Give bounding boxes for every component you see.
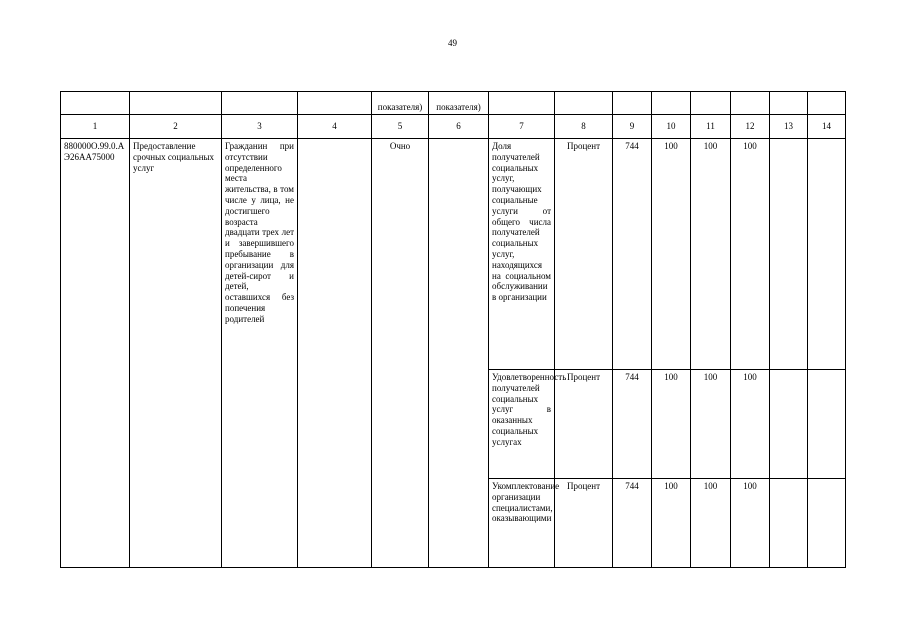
indicator-value: 100 xyxy=(652,479,691,568)
header-col5: показателя) xyxy=(372,92,429,115)
column-number: 11 xyxy=(691,115,731,139)
indicator-unit: Процент xyxy=(555,139,613,370)
indicator-name: Удовлетворенность получателей социальных услуг в оказанных социальных услугах xyxy=(489,370,555,479)
page-number: 49 xyxy=(448,38,457,48)
indicator-value xyxy=(808,479,846,568)
indicator-value: 100 xyxy=(652,139,691,370)
column-number: 13 xyxy=(770,115,808,139)
column-number: 7 xyxy=(489,115,555,139)
indicator-value: 100 xyxy=(691,479,731,568)
recipient-category: Гражданин при отсутствии определенного места жительства, в том числе у лица, не достигшего возраста двадцати трех лет и завершившего пребывание в организации для детей-сирот и детей, оставшихся без попечения родителей xyxy=(222,139,298,568)
indicator-value: 100 xyxy=(652,370,691,479)
table-row xyxy=(61,139,846,370)
column-number: 14 xyxy=(808,115,846,139)
indicator-value xyxy=(770,139,808,370)
indicator-value: 100 xyxy=(731,479,770,568)
column-number: 2 xyxy=(130,115,222,139)
indicator-okei: 744 xyxy=(613,479,652,568)
column-number: 6 xyxy=(429,115,489,139)
indicator-value: 100 xyxy=(731,139,770,370)
indicator-unit: Процент xyxy=(555,370,613,479)
header-continuation-row xyxy=(61,92,846,115)
column-number: 8 xyxy=(555,115,613,139)
column-number: 12 xyxy=(731,115,770,139)
service-form: Очно xyxy=(372,139,429,568)
services-quality-table xyxy=(60,91,846,568)
indicator-okei: 744 xyxy=(613,370,652,479)
service-name: Предоставление срочных социальных услуг xyxy=(130,139,222,568)
indicator-value xyxy=(808,370,846,479)
column-number: 1 xyxy=(61,115,130,139)
indicator-value xyxy=(770,479,808,568)
column-number: 9 xyxy=(613,115,652,139)
service-code: 880000О.99.0.АЭ26АА75000 xyxy=(61,139,130,568)
indicator-name: Доля получателей социальных услуг, получающих социальные услуги от общего числа получателей социальных услуг, находящихся на социальном обслуживании в организации xyxy=(489,139,555,370)
indicator-value xyxy=(770,370,808,479)
indicator-value: 100 xyxy=(691,139,731,370)
indicator-value xyxy=(808,139,846,370)
column-number: 4 xyxy=(298,115,372,139)
column-number: 10 xyxy=(652,115,691,139)
indicator-value: 100 xyxy=(691,370,731,479)
column-number: 3 xyxy=(222,115,298,139)
header-col6: показателя) xyxy=(429,92,489,115)
indicator-name: Укомплектование организации специалистами, оказывающими xyxy=(489,479,555,568)
column-number-row xyxy=(61,115,846,139)
indicator-value: 100 xyxy=(731,370,770,479)
indicator-okei: 744 xyxy=(613,139,652,370)
column-number: 5 xyxy=(372,115,429,139)
indicator-unit: Процент xyxy=(555,479,613,568)
